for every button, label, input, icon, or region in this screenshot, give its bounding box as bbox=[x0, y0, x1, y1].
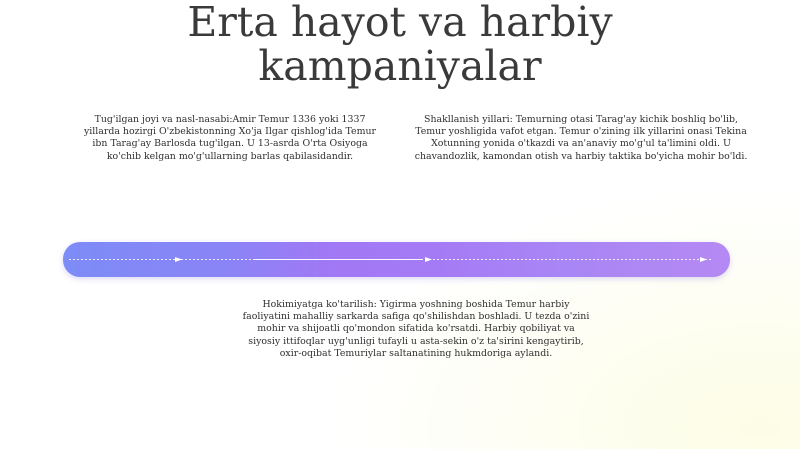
timeline-arrow-2-icon bbox=[425, 257, 432, 262]
timeline-arrows bbox=[63, 242, 730, 277]
birthplace-text: Tug'ilgan joyi va nasl-nasabi:Amir Temur 1336 yoki 1337 yillarda hozirgi O'zbekistonning Xo'ja Ilgar qishlog'ida Temur ibn Tarag'ay Barlosda tug'ilgan. U 13-asrda O'rta Osiyoga ko'chib kelgan mo'g'ullarning barlas qabilasidandir. bbox=[83, 114, 376, 162]
timeline-bar bbox=[63, 242, 730, 277]
rise-to-power-text: Hokimiyatga ko'tarilish: Yigirma yoshning boshida Temur harbiy faoliyatini mahalliy sarkarda safiga qo'shilishdan boshladi. U tezda o'zini mohir va shijoatli qo'mondon sifatida ko'rsatdi. Harbiy qobiliyat va siyosiy ittifoqlar uyg'unligi tufayli u asta-sekin o'z ta'sirini kengaytirib, oxir-oqibat Temuriylar saltanatining hukmdoriga aylandi. bbox=[242, 299, 590, 359]
timeline-arrow-3-icon bbox=[700, 257, 707, 262]
title-line-1: Erta hayot va harbiy bbox=[187, 0, 613, 46]
title-line-2: kampaniyalar bbox=[258, 42, 542, 90]
formative-years-text: Shakllanish yillari: Temurning otasi Tarag'ay kichik boshliq bo'lib, Temur yoshligida vafot etgan. Temur o'zining ilk yillarini onasi Tekina Xotunning yonida o'tkazdi va an'anaviy mo'g'ul ta'limini oldi. U chavandozlik, kamondan otish va harbiy taktika bo'yicha mohir bo'ldi. bbox=[414, 114, 748, 162]
timeline-arrow-1-icon bbox=[175, 257, 182, 262]
slide-title bbox=[100, 0, 700, 88]
